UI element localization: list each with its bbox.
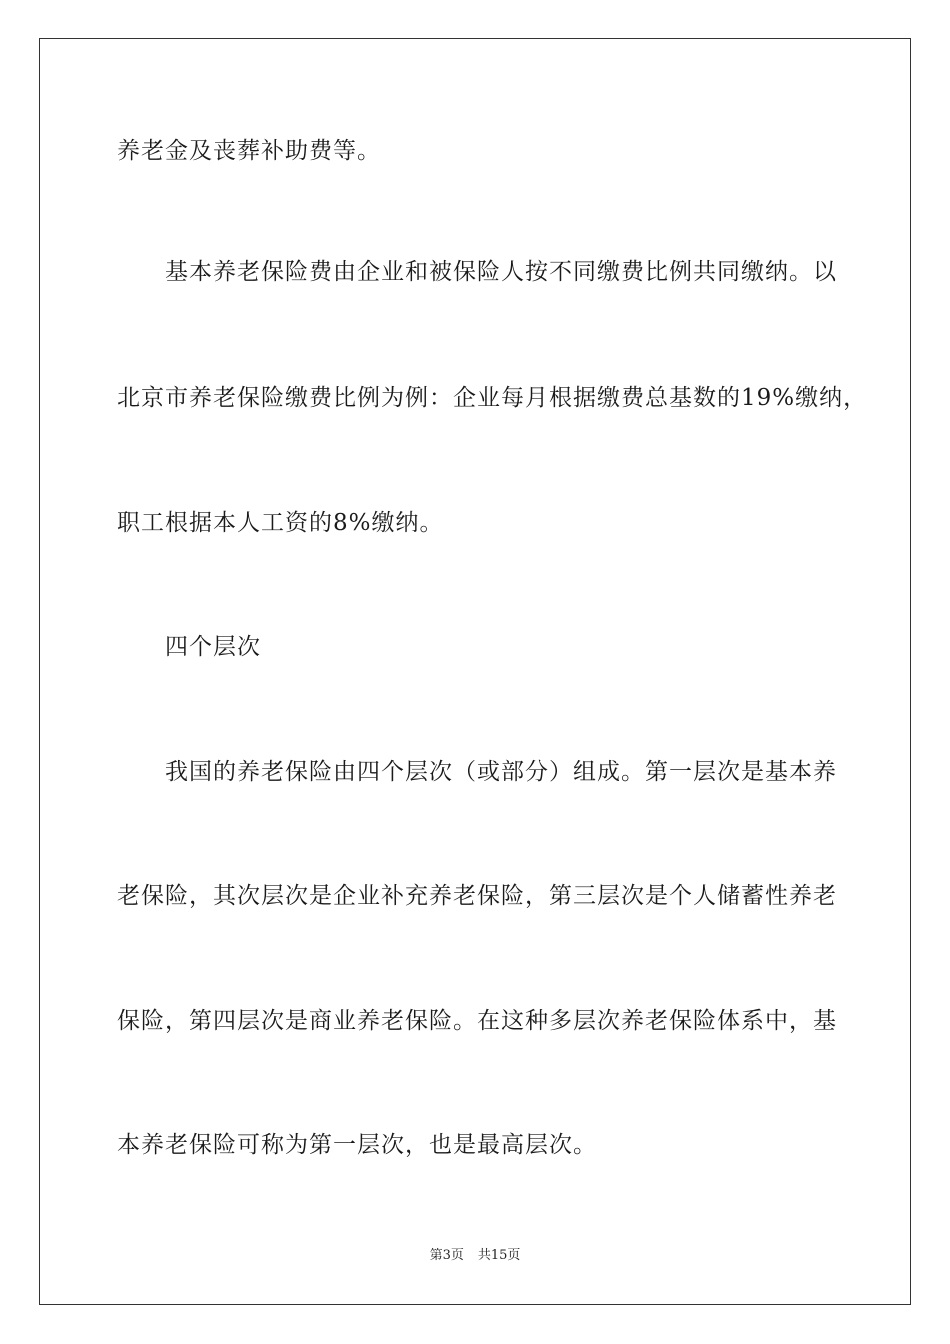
text-line-3: 北京市养老保险缴费比例为例：企业每月根据缴费总基数的19%缴纳， (117, 385, 868, 411)
page-total: 共15页 (477, 1248, 521, 1263)
text-line-7: 老保险，其次层次是企业补充养老保险，第三层次是个人储蓄性养老 (117, 883, 837, 909)
text-line-9: 本养老保险可称为第一层次，也是最高层次。 (117, 1132, 597, 1158)
text-line-4: 职工根据本人工资的8%缴纳。 (117, 510, 444, 536)
text-line-2: 基本养老保险费由企业和被保险人按不同缴费比例共同缴纳。以 (165, 259, 837, 285)
text-line-8: 保险，第四层次是商业养老保险。在这种多层次养老保险体系中，基 (117, 1008, 837, 1034)
text-line-6: 我国的养老保险由四个层次（或部分）组成。第一层次是基本养 (165, 759, 837, 785)
page-number: 第3页 (429, 1248, 464, 1263)
page-border (39, 38, 911, 1305)
section-heading: 四个层次 (165, 634, 261, 660)
page-footer (0, 1248, 950, 1264)
text-line-1: 养老金及丧葬补助费等。 (117, 138, 381, 164)
